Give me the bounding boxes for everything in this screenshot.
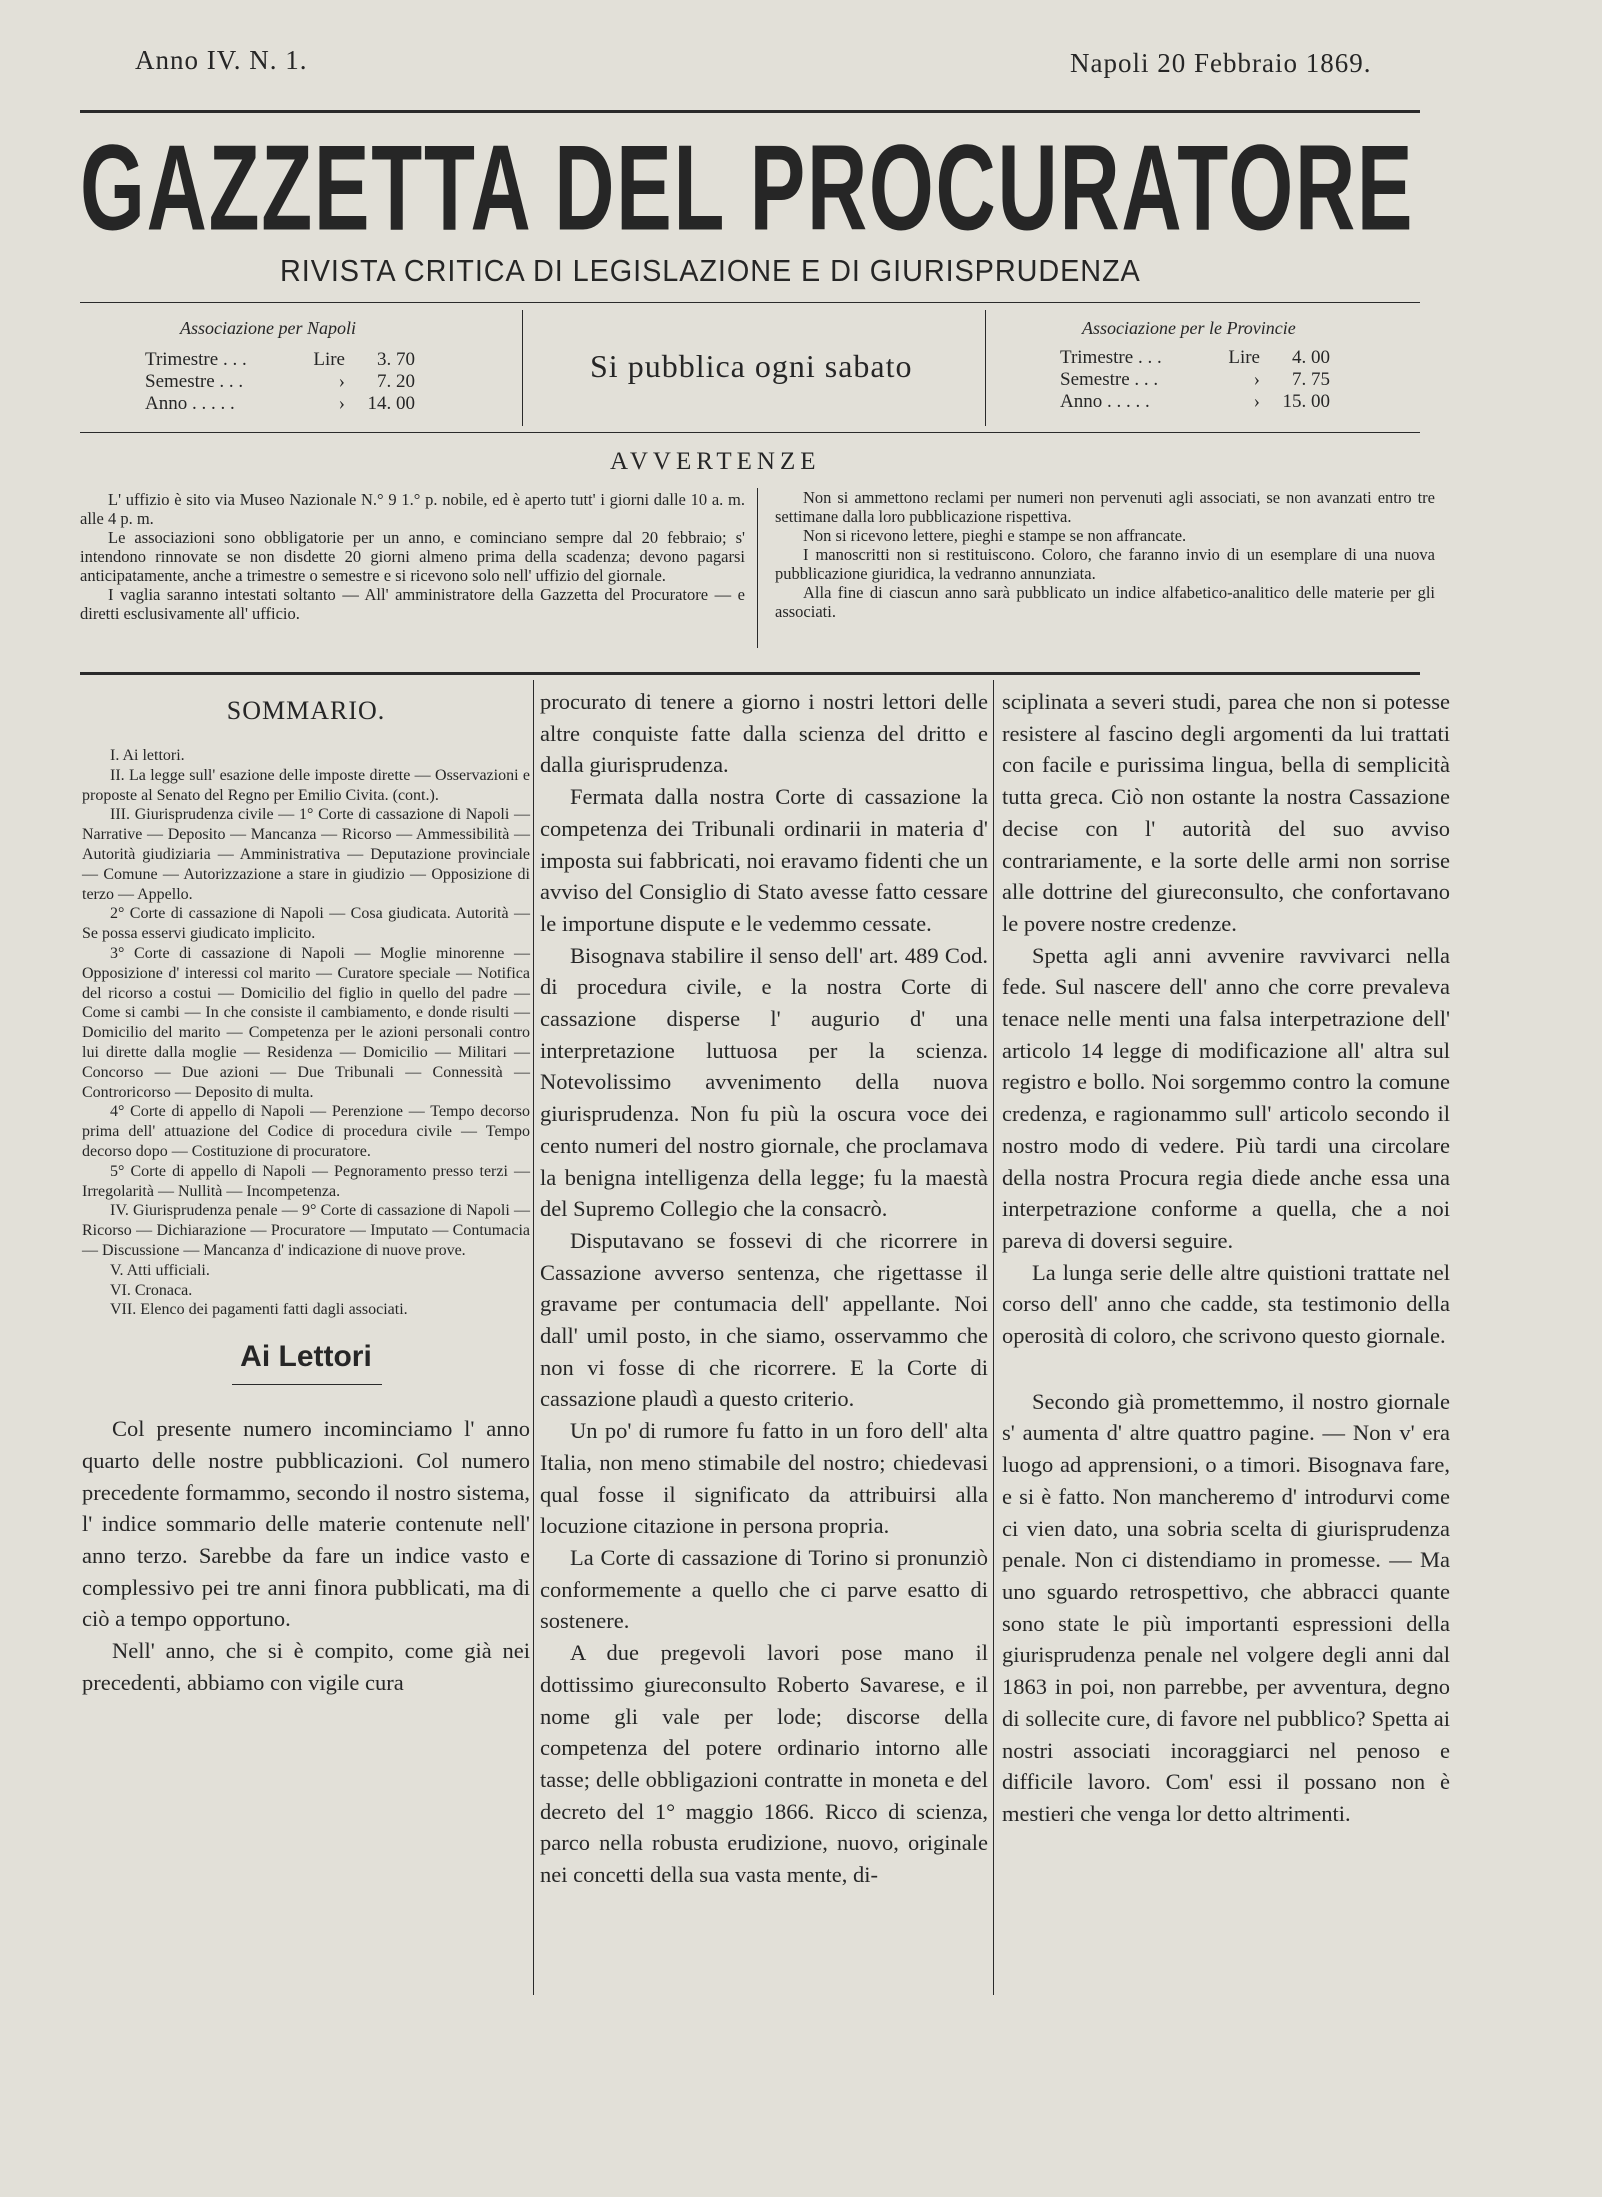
- article-paragraph: Nell' anno, che si è compito, come già nei precedenti, abbiamo con vigile cura: [82, 1638, 530, 1695]
- sommario-item: V. Atti ufficiali.: [110, 1261, 210, 1279]
- price-row: [1060, 347, 1380, 369]
- price-currency: Lire: [1228, 347, 1260, 368]
- article-paragraph: Secondo già promettemmo, il nostro giornale s' aumenta d' altre quattro pagine. — Non v' era luogo ad apprensioni, o a timori. Bisognava fare, e si è fatto. Non mancheremo d' introdurvi come ci vien dato, una sobria scelta di giurisprudenza penale. Non ci distendiamo in promesse. — Ma uno sguardo retrospettivo, che abbracci quante sono state le più importanti espressioni della giurisprudenza penale nel volgere degli anni dal 1863 in poi, non parrebbe, per avventura, degno di sollecite cure, di favore nel pubblico? Spetta ai nostri associati incoraggiarci nel penoso e difficile lavoro. Com' essi il possano non è mestieri che venga lor detto altrimenti.: [1002, 1388, 1450, 1826]
- subscription-napoli-heading: Associazione per Napoli: [180, 318, 356, 338]
- notice-paragraph: Le associazioni sono obbligatorie per un anno, e cominciano sempre dal 20 febbraio; s' intendono rinnovate se non disdette 20 giorni almeno prima della scadenza; devono pagarsi anticipatamente, anche a trimestre o semestre e si ricevono solo nell' uffizio del giornale.: [80, 528, 745, 585]
- article-paragraph: Spetta agli anni avvenire ravvivarci nella fede. Sul nascere dell' anno che corre prevaleva tenace nelle menti una falsa interpetrazione dell' articolo 14 legge di modificazione all' altra sul registro e bollo. Noi sorgemmo contro la comune credenza, e ragionammo sull' articolo secondo il nostro modo di vedere. Più tardi una circolare della nostra Procura regia diede anche essa una interpetrazione conforme a quella, che a noi pareva di doversi seguire.: [1002, 942, 1450, 1253]
- price-row: [145, 393, 445, 415]
- price-row: [1060, 391, 1380, 413]
- notice-paragraph: Alla fine di ciascun anno sarà pubblicato un indice alfabetico-analitico delle materie per gli associati.: [775, 583, 1435, 621]
- subscription-bottom-rule: [80, 432, 1420, 433]
- notices-left: [80, 490, 745, 623]
- price-value: 7. 20: [377, 371, 415, 392]
- price-currency: Lire: [313, 349, 345, 370]
- column-1: [82, 686, 530, 1698]
- price-value: 4. 00: [1292, 347, 1330, 368]
- subscription-provinces-rows: [1060, 347, 1380, 413]
- price-currency: ›: [338, 371, 345, 392]
- price-currency: ›: [1253, 391, 1260, 412]
- notice-paragraph: Non si ricevono lettere, pieghi e stampe se non affrancate.: [803, 526, 1187, 545]
- column-divider-1: [533, 680, 534, 1995]
- price-currency: ›: [1253, 369, 1260, 390]
- article-paragraph: Col presente numero incominciamo l' anno quarto delle nostre pubblicazioni. Col numero precedente formammo, secondo il nostro sistema, l' indice sommario delle materie contenute nell' anno terzo. Sarebbe da fare un indice vasto e complessivo pei tre anni finora pubblicati, ma di ciò a tempo opportuno.: [82, 1416, 530, 1632]
- column-3: [1002, 686, 1450, 1830]
- price-label: Trimestre . . .: [145, 349, 247, 370]
- subscription-provinces: [1060, 318, 1380, 413]
- article-paragraph: Un po' di rumore fu fatto in un foro dell' alta Italia, non meno stimabile del nostro; chiedevasi qual fosse il significato da attribuirsi alla locuzione citazione in persona propria.: [540, 1418, 988, 1539]
- sommario-item: 2° Corte di cassazione di Napoli — Cosa giudicata. Autorità — Se possa esservi giudicato implicito.: [82, 905, 530, 943]
- price-label: Semestre . . .: [145, 371, 244, 392]
- notice-paragraph: I manoscritti non si restituiscono. Coloro, che faranno invio di un esemplare di una nuova pubblicazione giuridica, la vedranno annunziata.: [775, 545, 1435, 583]
- article-paragraph: sciplinata a severi studi, parea che non si potesse resistere al fascino degli argomenti da lui trattati con facile e purissima lingua, bella di semplicità tutta greca. Ciò non ostante la nostra Cassazione decise con l' autorità del suo avviso contrariamente, e la sorte delle armi non sorrise alle dottrine del giureconsulto, che confortavano le povere nostre credenze.: [1002, 689, 1450, 936]
- notices-right: [775, 488, 1435, 621]
- sommario-item: VI. Cronaca.: [110, 1281, 193, 1299]
- article-paragraph: Disputavano se fossevi di che ricorrere in Cassazione avverso sentenza, che rigettasse il gravame per contumacia dell' appellante. Noi dall' umil posto, in che siamo, osservammo che non vi fosse di che ricorrere. E la Corte di cassazione plaudì a questo criterio.: [540, 1227, 988, 1412]
- sommario-item: IV. Giurisprudenza penale — 9° Corte di cassazione di Napoli — Ricorso — Dichiarazione — Procuratore — Imputato — Contumacia — Discussione — Mancanza d' indicazione di nuove prove.: [82, 1202, 530, 1259]
- column-divider-2: [993, 680, 994, 1995]
- article-paragraph: A due pregevoli lavori pose mano il dottissimo giureconsulto Roberto Savarese, e il nome gli vale per lode; discorse della competenza del potere ordinario intorno alle tasse; delle obbligazioni contratte in moneta e del decreto del 1° maggio 1866. Ricco di scienza, parco nella robusta erudizione, nuovo, originale nei concetti della sua vasta mente, di-: [540, 1640, 988, 1888]
- price-value: 14. 00: [367, 393, 415, 414]
- sommario-item: II. La legge sull' esazione delle imposte dirette — Osservazioni e proposte al Senato del Regno per Emilio Civita. (cont.).: [82, 766, 530, 804]
- sommario-item: VII. Elenco dei pagamenti fatti dagli associati.: [110, 1301, 408, 1319]
- sommario-list: [82, 746, 530, 1320]
- columns-top-rule: [80, 672, 1420, 675]
- article-paragraph: Bisognava stabilire il senso dell' art. 489 Cod. di procedura civile, e la nostra Corte di cassazione disperse l' augurio d' una interpretazione luttuosa per la scienza. Notevolissimo avvenimento della nuova giurisprudenza. Non fu più la oscura voce dei cento numeri del nostro giornale, che proclamava la benigna intelligenza della legge; fu la maestà del Supremo Collegio che la consacrò.: [540, 942, 988, 1222]
- price-label: Anno . . . . .: [145, 393, 235, 414]
- article-paragraph: La lunga serie delle altre quistioni trattate nel corso dell' anno che cadde, sta testimonio della operosità di coloro, che scrivono questo giornale.: [1002, 1259, 1450, 1349]
- notices-divider: [757, 488, 758, 648]
- notice-paragraph: L' uffizio è sito via Museo Nazionale N.° 9 1.° p. nobile, ed è aperto tutt' i giorni dalle 10 a. m. alle 4 p. m.: [80, 490, 745, 528]
- price-row: [145, 371, 445, 393]
- column-2: [540, 686, 988, 1891]
- divider-left: [522, 310, 523, 426]
- issue-date: Napoli 20 Febbraio 1869.: [1070, 48, 1372, 78]
- ai-lettori-title: Ai Lettori: [240, 1340, 372, 1374]
- title-underline: [232, 1384, 382, 1385]
- sommario-item: 5° Corte di appello di Napoli — Pegnoramento presso terzi — Irregolarità — Nullità — Incompetenza.: [82, 1162, 530, 1200]
- price-label: Semestre . . .: [1060, 369, 1159, 390]
- masthead-title: GAZZETTA DEL PROCURATORE: [80, 119, 1415, 256]
- subscription-provinces-heading: Associazione per le Provincie: [1082, 318, 1296, 338]
- price-currency: ›: [338, 393, 345, 414]
- sommario-title: SOMMARIO.: [226, 696, 386, 725]
- price-label: Trimestre . . .: [1060, 347, 1162, 368]
- notices-heading: AVVERTENZE: [610, 448, 821, 475]
- notice-paragraph: Non si ammettono reclami per numeri non pervenuti agli associati, se non avanzati entro tre settimane dalla loro pubblicazione rispettiva.: [775, 488, 1435, 526]
- issue-number: Anno IV. N. 1.: [135, 45, 308, 75]
- sommario-item: 4° Corte di appello di Napoli — Perenzione — Tempo decorso prima dell' attuazione del Codice di procedura civile — Tempo decorso dopo — Costituzione di procuratore.: [82, 1103, 530, 1160]
- subscription-top-rule: [80, 302, 1420, 303]
- notice-paragraph: I vaglia saranno intestati soltanto — All' amministratore della Gazzetta del Procuratore — e diretti esclusivamente all' ufficio.: [80, 585, 745, 623]
- sommario-item: I. Ai lettori.: [110, 747, 185, 764]
- masthead-subtitle: RIVISTA CRITICA DI LEGISLAZIONE E DI GIURISPRUDENZA: [280, 253, 1141, 288]
- article-paragraph: Fermata dalla nostra Corte di cassazione la competenza dei Tribunali ordinarii in materia d' imposta sui fabbricati, noi eravamo fidenti che un avviso del Consiglio di Stato avesse fatto cessare le importune dispute e le vedemmo cessate.: [540, 784, 988, 936]
- price-value: 7. 75: [1292, 369, 1330, 390]
- subscription-napoli: [145, 318, 445, 415]
- divider-right: [985, 310, 986, 426]
- price-row: [1060, 369, 1380, 391]
- price-value: 3. 70: [377, 349, 415, 370]
- sommario-item: III. Giurisprudenza civile — 1° Corte di cassazione di Napoli — Narrative — Deposito — Mancanza — Ricorso — Ammessibilità — Autorità giudiziaria — Amministrativa — Deputazione provinciale — Comune — Autorizzazione a stare in giudizio — Opposizione di terzo — Appello.: [82, 806, 530, 903]
- article-paragraph: La Corte di cassazione di Torino si pronunziò conformemente a quello che ci parve esatto di sostenere.: [540, 1544, 988, 1634]
- article-paragraph: procurato di tenere a giorno i nostri lettori delle altre conquiste fatte dalla scienza del dritto e dalla giurisprudenza.: [540, 689, 988, 778]
- price-value: 15. 00: [1282, 391, 1330, 412]
- price-label: Anno . . . . .: [1060, 391, 1150, 412]
- publication-note: Si pubblica ogni sabato: [590, 348, 913, 384]
- sommario-item: 3° Corte di cassazione di Napoli — Moglie minorenne — Opposizione d' interessi col marito — Curatore speciale — Notifica del ricorso a costui — Domicilio del figlio in quello del padre — Come si cambi — In che consiste il cambiamento, e donde risulti — Domicilio del marito — Competenza per le azioni personali contro lui dirette dalla moglie — Residenza — Domicilio — Militari — Concorso — Due azioni — Due Tribunali — Connessità — Controricorso — Deposito di multa.: [82, 944, 530, 1101]
- subscription-napoli-rows: [145, 349, 445, 415]
- price-row: [145, 349, 445, 371]
- top-rule: [80, 110, 1420, 113]
